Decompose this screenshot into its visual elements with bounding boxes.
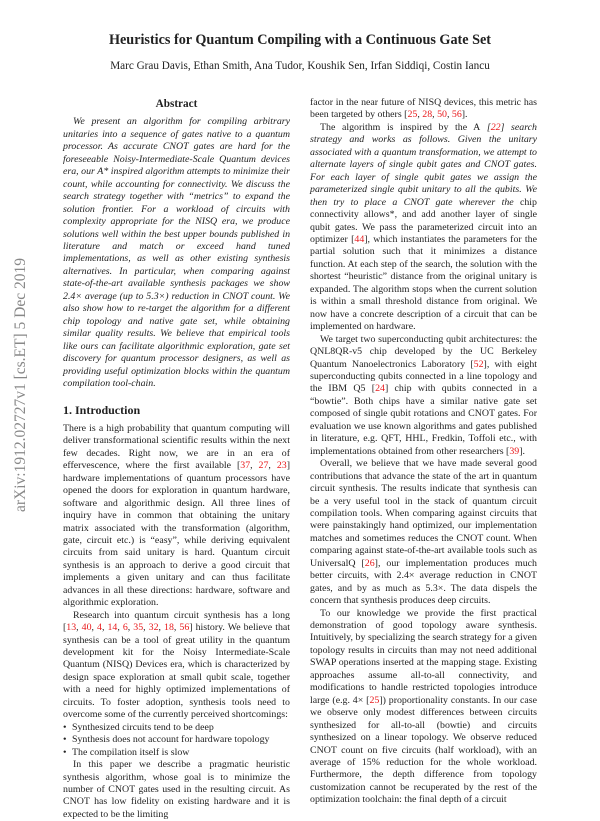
paragraph: Overall, we believe that we have made several good contributions that advance the state of the art in quantum circuit synthesis. The results indicate that synthesis can be a very useful tool in the stack of quantum circuit compilation tools. When comparing against circuits that were painstakingly hand optimized, our implementation matches and sometimes reduces the CNOT count. When comparing against state-of-the-art available tools such as UniversalQ [26], our implementation produces much better circuits, with 2.4× average reduction in CNOT gates, and by as much as 5.3×. The data dispels the concern that synthesis produces deep circuits. — [310, 458, 537, 607]
citation-link[interactable]: 23 — [276, 460, 287, 472]
citation-link[interactable]: 56 — [179, 622, 190, 634]
paragraph: We target two superconducting qubit architectures: the QNL8QR-v5 chip developed by the UC Berkeley Quantum Nanoelectronics Laboratory [52], with eight superconducting qubits connected in a line topology and the IBM Q5 [24] chip with qubits connected in a “bowtie”. Both chips have a similar native gate set composed of single qubit rotations and CNOT gates. For evaluation we use known algorithms and gates published in literature, e.g. QFT, HHL, Fredkin, Toffoli etc., with implementations obtained from other researchers [39]. — [310, 333, 537, 457]
arxiv-identifier: arXiv:1912.02727v1 [cs.ET] 5 Dec 2019 — [12, 258, 29, 512]
citation-link[interactable]: 52 — [473, 358, 484, 370]
citation-link[interactable]: 50 — [437, 109, 447, 121]
paragraph: In this paper we describe a pragmatic heuristic synthesis algorithm, whose goal is to minimize the number of CNOT gates used in the resulting circuit. As CNOT has low fidelity on existing hardware and it is expected to be the limiting — [63, 759, 290, 820]
paragraph: There is a high probability that quantum computing will deliver transformational scientific results within the next few decades. Right now, we are in an era of effervescence, where the first available [37, 27, 23] hardware implementations of quantum processors have opened the doors for exploration in quantum hardware, software and algorithmic design. All three lines of inquiry have in common that obtaining the unitary matrix associated with the transformation (algorithm, gate, circuit etc.) is “easy”, while deriving equivalent circuits from said unitary is hard. Quantum circuit synthesis is an approach to derive a good circuit that implements a given unitary and can thus facilitate advances in all these directions: hardware, software and algorithmic exploration. — [63, 422, 290, 609]
citation-link[interactable]: 25 — [407, 109, 418, 121]
citation-link[interactable]: 24 — [375, 383, 385, 395]
shortcomings-list — [63, 722, 290, 759]
citation-link[interactable]: 37 — [240, 460, 251, 472]
list-item: • Synthesis does not account for hardware topology — [63, 734, 290, 746]
citation-link[interactable]: 32 — [148, 622, 159, 634]
citation-link[interactable]: 35 — [133, 622, 144, 634]
author-list: Marc Grau Davis, Ethan Smith, Ana Tudor, Koushik Sen, Irfan Siddiqi, Costin Iancu — [110, 60, 490, 72]
citation-link[interactable]: 25 — [369, 694, 380, 706]
citation-link[interactable]: 56 — [451, 109, 462, 121]
paragraph: factor in the near future of NISQ devices, this metric has been targeted by others [25, 28, 50, 56]. — [310, 97, 537, 121]
abstract-heading: Abstract — [155, 98, 198, 110]
citation-link[interactable]: 39 — [509, 445, 520, 457]
list-item: • The compilation itself is slow — [63, 747, 290, 759]
citation-link[interactable]: 44 — [354, 233, 365, 245]
arxiv-stamp — [11, 230, 31, 540]
emphasis: [22] search strategy and works as follows. Given the unitary associated with a quantum transformation, we attempt to alternate layers of single qubit gates and CNOT gates. For each layer of single qubit gates we assign the parameterized single qubit unitary to all the qubits. We then try to place a CNOT gate wherever the — [310, 121, 537, 208]
citation-link[interactable]: 40 — [81, 622, 92, 634]
abstract-text: We present an algorithm for compiling arbitrary unitaries into a sequence of gates native to a quantum processor. As accurate CNOT gates are hard for the foreseeable Noisy-Intermediate-Scale Quantum devices era, our A* inspired algorithm attempts to minimize their count, while accounting for connectivity. We discuss the search strategy together with “metrics” to expand the solution frontier. For a workload of circuits with complexity appropriate for the NISQ era, we produce solutions well within the best upper bounds published in literature and match or exceed hand tuned implementations, as well as other existing synthesis alternatives. In particular, when comparing against state-of-the-art available synthesis packages we show 2.4× average (up to 5.3×) reduction in CNOT count. We also show how to re-target the algorithm for a different chip topology and native gate set, while obtaining similar quality results. We believe that empirical tools like ours can facilitate algorithmic exploration, gate set discovery for quantum processor designers, as well as providing useful optimization blocks within the quantum compilation tool-chain. — [63, 116, 290, 389]
citation-link[interactable]: 14 — [107, 622, 118, 634]
section-heading-introduction: 1. Introduction — [63, 403, 141, 418]
citation-link[interactable]: 26 — [364, 557, 375, 569]
citation-link[interactable]: 28 — [422, 109, 433, 121]
left-column — [63, 98, 290, 821]
paper-title: Heuristics for Quantum Compiling with a Continuous Gate Set — [108, 32, 492, 48]
citation-link[interactable]: 22 — [490, 121, 501, 133]
list-item: • Synthesized circuits tend to be deep — [63, 722, 290, 734]
citation-link[interactable]: 18 — [164, 622, 174, 634]
paragraph: To our knowledge we provide the first practical demonstration of good topology aware synthesis. Intuitively, by specializing the search strategy for a given topology results in circuits than may not need additional SWAP operations inserted at the mapping stage. Existing approaches assume all-to-all connectivity, and modifications to handle restricted topologies introduce large (e.g. 4× [25]) proportionality constants. In our case we observe only modest differences between circuits synthesized for all-to-all (bowtie) and circuits synthesized on a linear topology. We observe reduced CNOT count on five circuits (half workload), with an average of 15% reduction for the whole workload. Furthermore, the depth difference from topology customization cannot be recuperated by the rest of the optimization toolchain: the final depth of a circuit — [310, 607, 537, 806]
citation-link[interactable]: 6 — [122, 622, 128, 634]
citation-link[interactable]: 27 — [258, 460, 269, 472]
right-column — [310, 97, 537, 807]
paragraph: The algorithm is inspired by the A [22] search strategy and works as follows. Given the unitary associated with a quantum transformation, we attempt to alternate layers of single qubit gates and CNOT gates. For each layer of single qubit gates we assign the parameterized single qubit unitary to all the qubits. We then try to place a CNOT gate wherever the chip connectivity allows*, and add another layer of single qubit gates. We pass the parameterized circuit into an optimizer [44], which instantiates the parameters for the partial solution such that it minimizes a distance function. At each step of the search, the solution with the shortest “heuristic” distance from the original unitary is expanded. The algorithm stops when the current solution is within a small threshold distance from original. We now have a concrete description of a circuit that can be implemented on hardware. — [310, 121, 537, 333]
citation-link[interactable]: 13 — [66, 622, 77, 634]
paragraph: Research into quantum circuit synthesis has a long [13, 40, 4, 14, 6, 35, 32, 18, 56] history. We believe that synthesis can be a tool of great utility in the quantum development kit for the Noisy Intermediate-Scale Quantum (NISQ) Devices era, which is characterized by design space exploration at small qubit scale, together with a need for highly optimized implementations of circuits. To foster adoption, synthesis tools need to overcome some of the currently perceived shortcomings: — [63, 609, 291, 721]
citation-link[interactable]: 4 — [97, 622, 102, 634]
